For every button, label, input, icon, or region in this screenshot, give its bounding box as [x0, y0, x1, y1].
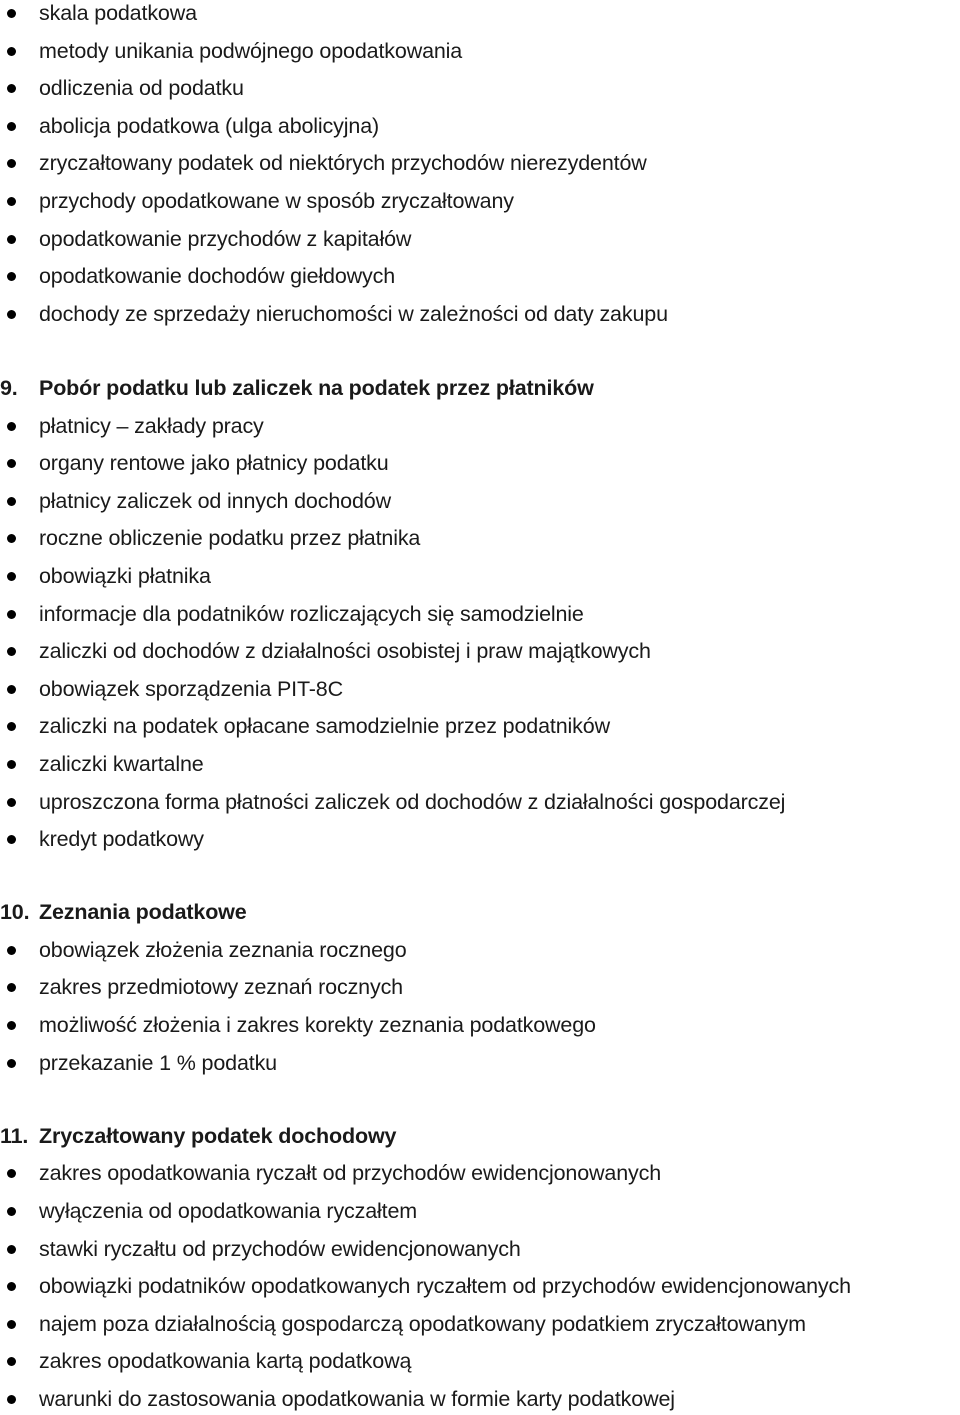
- list-item: przekazanie 1 % podatku: [0, 1048, 960, 1078]
- section-11-heading: [0, 1121, 960, 1151]
- bullet-icon: [7, 1169, 16, 1178]
- section-title: Pobór podatku lub zaliczek na podatek przez płatników: [39, 376, 594, 400]
- bullet-icon: [7, 9, 16, 18]
- bullet-icon: [7, 572, 16, 581]
- bullet-icon: [7, 159, 16, 168]
- section-title: Zryczałtowany podatek dochodowy: [39, 1124, 397, 1148]
- bullet-icon: [7, 946, 16, 955]
- bullet-icon: [7, 1021, 16, 1030]
- section-9-heading: [0, 373, 960, 403]
- list-item: dochody ze sprzedaży nieruchomości w zależności od daty zakupu: [0, 299, 960, 329]
- list-item: informacje dla podatników rozliczających się samodzielnie: [0, 599, 960, 629]
- list-item: obowiązki podatników opodatkowanych ryczałtem od przychodów ewidencjonowanych: [0, 1271, 960, 1301]
- list-item: możliwość złożenia i zakres korekty zeznania podatkowego: [0, 1010, 960, 1040]
- bullet-icon: [7, 422, 16, 431]
- bullet-icon: [7, 1059, 16, 1068]
- list-item: najem poza działalnością gospodarczą opodatkowany podatkiem zryczałtowanym: [0, 1309, 960, 1339]
- bullet-icon: [7, 610, 16, 619]
- bullet-icon: [7, 1395, 16, 1404]
- list-item: płatnicy – zakłady pracy: [0, 411, 960, 441]
- list-item: opodatkowanie przychodów z kapitałów: [0, 224, 960, 254]
- bullet-icon: [7, 760, 16, 769]
- section-number: 11.: [0, 1124, 29, 1148]
- list-item: kredyt podatkowy: [0, 824, 960, 854]
- bullet-icon: [7, 1320, 16, 1329]
- bullet-icon: [7, 1207, 16, 1216]
- bullet-icon: [7, 534, 16, 543]
- bullet-icon: [7, 310, 16, 319]
- bullet-icon: [7, 122, 16, 131]
- list-item: obowiązek złożenia zeznania rocznego: [0, 935, 960, 965]
- bullet-icon: [7, 722, 16, 731]
- list-item: zakres opodatkowania ryczałt od przychodów ewidencjonowanych: [0, 1158, 960, 1188]
- section-number: 10.: [0, 900, 30, 924]
- bullet-icon: [7, 47, 16, 56]
- bullet-icon: [7, 197, 16, 206]
- list-item: zaliczki od dochodów z działalności osobistej i praw majątkowych: [0, 636, 960, 666]
- list-item: obowiązki płatnika: [0, 561, 960, 591]
- list-item: odliczenia od podatku: [0, 73, 960, 103]
- bullet-icon: [7, 497, 16, 506]
- list-item: płatnicy zaliczek od innych dochodów: [0, 486, 960, 516]
- section-title: Zeznania podatkowe: [39, 900, 247, 924]
- bullet-icon: [7, 459, 16, 468]
- list-item: przychody opodatkowane w sposób zryczałtowany: [0, 186, 960, 216]
- list-item: zakres opodatkowania kartą podatkową: [0, 1346, 960, 1376]
- list-item: wyłączenia od opodatkowania ryczałtem: [0, 1196, 960, 1226]
- list-item: zakres przedmiotowy zeznań rocznych: [0, 972, 960, 1002]
- list-item: metody unikania podwójnego opodatkowania: [0, 36, 960, 66]
- bullet-icon: [7, 84, 16, 93]
- bullet-icon: [7, 235, 16, 244]
- bullet-icon: [7, 798, 16, 807]
- list-item: uproszczona forma płatności zaliczek od dochodów z działalności gospodarczej: [0, 787, 960, 817]
- list-item: opodatkowanie dochodów giełdowych: [0, 261, 960, 291]
- list-item: zryczałtowany podatek od niektórych przychodów nierezydentów: [0, 148, 960, 178]
- bullet-icon: [7, 1245, 16, 1254]
- bullet-icon: [7, 1357, 16, 1366]
- list-item: zaliczki na podatek opłacane samodzielnie przez podatników: [0, 711, 960, 741]
- bullet-icon: [7, 647, 16, 656]
- list-item: roczne obliczenie podatku przez płatnika: [0, 523, 960, 553]
- bullet-icon: [7, 685, 16, 694]
- bullet-icon: [7, 272, 16, 281]
- bullet-icon: [7, 1282, 16, 1291]
- list-item: zaliczki kwartalne: [0, 749, 960, 779]
- section-10-heading: [0, 897, 960, 927]
- list-item: skala podatkowa: [0, 0, 960, 28]
- list-item: obowiązek sporządzenia PIT-8C: [0, 674, 960, 704]
- section-number: 9.: [0, 376, 18, 400]
- list-item: abolicja podatkowa (ulga abolicyjna): [0, 111, 960, 141]
- bullet-icon: [7, 835, 16, 844]
- list-item: stawki ryczałtu od przychodów ewidencjonowanych: [0, 1234, 960, 1264]
- list-item: warunki do zastosowania opodatkowania w formie karty podatkowej: [0, 1384, 960, 1414]
- bullet-icon: [7, 983, 16, 992]
- list-item: organy rentowe jako płatnicy podatku: [0, 448, 960, 478]
